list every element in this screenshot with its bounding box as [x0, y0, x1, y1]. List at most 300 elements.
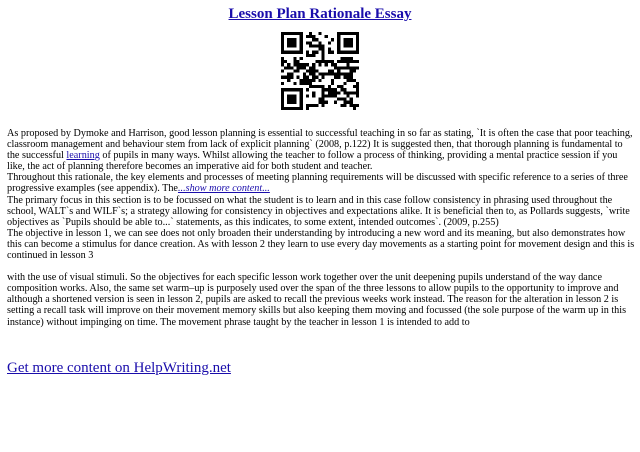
- qr-module: [315, 104, 318, 107]
- qr-module: [290, 66, 293, 69]
- qr-module: [306, 107, 309, 110]
- qr-module: [343, 32, 346, 35]
- qr-module: [300, 51, 303, 54]
- qr-module: [337, 41, 340, 44]
- qr-module: [343, 60, 346, 63]
- qr-module: [343, 98, 346, 101]
- qr-module: [281, 48, 284, 51]
- qr-module: [281, 38, 284, 41]
- qr-module: [315, 60, 318, 63]
- qr-module: [337, 32, 340, 35]
- qr-module: [300, 32, 303, 35]
- qr-module: [325, 101, 328, 104]
- qr-module: [343, 51, 346, 54]
- paragraph-visual-stimuli: with the use of visual stimuli. So the objectives for each specific lesson work together over the unit deepening pupils understand of the way dance composition works. Also, the same set warm–up is purposely used over the span of the three lessons to allow pupils to the opportunity to improve and although a shortened version is seen in lesson 2, pupils are asked to recall the previous weeks work instead. The reason for the alteration in lesson 2 is setting a recall task will improve on their movement memory skills but also keeping them moving and focussed (the sole purpose of the warm up in this instance) without impinging on time. The movement phrase taught by the teacher in lesson 1 is intended to add to: [7, 272, 627, 328]
- qr-module: [340, 85, 343, 88]
- qr-module: [343, 57, 346, 60]
- qr-module: [322, 101, 325, 104]
- qr-module: [309, 104, 312, 107]
- qr-module: [331, 73, 334, 76]
- qr-module: [287, 76, 290, 79]
- qr-module: [281, 98, 284, 101]
- qr-module: [334, 73, 337, 76]
- qr-module: [337, 51, 340, 54]
- qr-module: [306, 41, 309, 44]
- qr-module: [281, 60, 284, 63]
- qr-module: [297, 32, 300, 35]
- qr-module: [281, 63, 284, 66]
- qr-module: [284, 88, 287, 91]
- qr-module: [293, 82, 296, 85]
- paragraph-rationale-text: Throughout this rationale, the key elements and processes of meeting planning requirements will be discussed with specific reference to a series of three progressive examples (see appendix). The: [7, 172, 628, 195]
- qr-module: [334, 91, 337, 94]
- qr-module: [347, 94, 350, 97]
- qr-module: [287, 63, 290, 66]
- qr-module: [350, 98, 353, 101]
- qr-module: [312, 44, 315, 47]
- qr-module: [325, 60, 328, 63]
- qr-module: [347, 32, 350, 35]
- qr-module: [309, 54, 312, 57]
- qr-module: [284, 107, 287, 110]
- qr-module: [347, 63, 350, 66]
- qr-module: [340, 66, 343, 69]
- qr-module: [337, 85, 340, 88]
- qr-module: [309, 85, 312, 88]
- qr-module: [293, 98, 296, 101]
- qr-module: [347, 73, 350, 76]
- qr-module: [347, 101, 350, 104]
- qr-module: [350, 69, 353, 72]
- qr-module: [297, 107, 300, 110]
- qr-module: [318, 63, 321, 66]
- qr-module: [328, 85, 331, 88]
- qr-module: [293, 101, 296, 104]
- qr-module: [340, 51, 343, 54]
- qr-module: [350, 76, 353, 79]
- qr-module: [334, 66, 337, 69]
- qr-module: [287, 38, 290, 41]
- qr-module: [303, 73, 306, 76]
- paragraph-rationale: [7, 172, 635, 194]
- qr-module: [300, 94, 303, 97]
- qr-module: [290, 94, 293, 97]
- qr-module: [318, 48, 321, 51]
- qr-module: [300, 66, 303, 69]
- qr-module: [328, 69, 331, 72]
- qr-module: [353, 32, 356, 35]
- qr-module: [281, 76, 284, 79]
- qr-module: [312, 91, 315, 94]
- qr-module: [300, 98, 303, 101]
- qr-module: [297, 76, 300, 79]
- document-title: [0, 6, 640, 23]
- qr-module: [353, 91, 356, 94]
- essay-body: [7, 128, 635, 328]
- qr-module: [297, 69, 300, 72]
- qr-module: [322, 60, 325, 63]
- qr-module: [290, 76, 293, 79]
- qr-module: [287, 66, 290, 69]
- qr-module: [290, 73, 293, 76]
- qr-module: [350, 38, 353, 41]
- qr-module: [356, 32, 359, 35]
- qr-module: [322, 48, 325, 51]
- qr-module: [353, 66, 356, 69]
- qr-module: [356, 60, 359, 63]
- qr-module: [350, 44, 353, 47]
- qr-module: [331, 88, 334, 91]
- qr-module: [306, 82, 309, 85]
- qr-module: [312, 35, 315, 38]
- qr-module: [306, 104, 309, 107]
- qr-module: [350, 51, 353, 54]
- qr-module: [356, 91, 359, 94]
- qr-module: [337, 73, 340, 76]
- qr-module: [281, 35, 284, 38]
- qr-module: [325, 35, 328, 38]
- qr-module: [300, 88, 303, 91]
- qr-module: [284, 60, 287, 63]
- qr-module: [309, 44, 312, 47]
- qr-module: [328, 94, 331, 97]
- qr-module: [350, 60, 353, 63]
- qr-module: [322, 94, 325, 97]
- paragraph-intro: [7, 128, 635, 172]
- qr-module: [281, 88, 284, 91]
- qr-module: [356, 85, 359, 88]
- qr-module: [318, 60, 321, 63]
- qr-module: [356, 44, 359, 47]
- qr-module: [328, 60, 331, 63]
- qr-module: [325, 88, 328, 91]
- qr-module: [353, 51, 356, 54]
- qr-module: [297, 66, 300, 69]
- qr-module: [300, 38, 303, 41]
- qr-module: [318, 41, 321, 44]
- paragraph-intro-text: As proposed by Dymoke and Harrison, good lesson planning is essential to successful teaching in so far as stating, `It is often the case that poor teaching, classroom management and behaviour stem from lack of explicit planning` (2008, p.122) It is suggested then, that thorough planning is fundamental to the successful: [7, 128, 633, 162]
- qr-module: [353, 85, 356, 88]
- qr-module: [300, 57, 303, 60]
- qr-module: [322, 98, 325, 101]
- qr-module: [293, 38, 296, 41]
- qr-module: [322, 54, 325, 57]
- qr-module: [347, 79, 350, 82]
- qr-module: [293, 69, 296, 72]
- qr-module: [331, 94, 334, 97]
- qr-module: [322, 44, 325, 47]
- qr-module: [331, 82, 334, 85]
- qr-module: [306, 94, 309, 97]
- qr-module: [328, 41, 331, 44]
- qr-module: [281, 69, 284, 72]
- qr-module: [309, 73, 312, 76]
- qr-module: [350, 73, 353, 76]
- qr-module: [331, 51, 334, 54]
- qr-module: [293, 60, 296, 63]
- qr-module: [287, 98, 290, 101]
- qr-module: [309, 66, 312, 69]
- qr-module: [312, 94, 315, 97]
- qr-module: [328, 73, 331, 76]
- qr-module: [331, 79, 334, 82]
- qr-module: [312, 76, 315, 79]
- qr-module: [350, 104, 353, 107]
- qr-module: [322, 73, 325, 76]
- qr-module: [331, 38, 334, 41]
- qr-module: [347, 51, 350, 54]
- qr-module: [318, 79, 321, 82]
- qr-module: [284, 51, 287, 54]
- qr-module: [343, 101, 346, 104]
- qr-module: [343, 73, 346, 76]
- qr-module: [318, 101, 321, 104]
- qr-module: [284, 32, 287, 35]
- qr-module: [356, 66, 359, 69]
- qr-module: [343, 88, 346, 91]
- qr-module: [300, 91, 303, 94]
- qr-module: [303, 79, 306, 82]
- qr-module: [287, 44, 290, 47]
- qr-module: [340, 104, 343, 107]
- qr-module: [290, 41, 293, 44]
- qr-module: [287, 73, 290, 76]
- qr-module: [334, 76, 337, 79]
- qr-module: [337, 66, 340, 69]
- qr-module: [306, 63, 309, 66]
- qr-module: [315, 51, 318, 54]
- qr-module: [325, 94, 328, 97]
- qr-module: [309, 69, 312, 72]
- qr-module: [337, 38, 340, 41]
- qr-module: [300, 48, 303, 51]
- qr-module: [297, 63, 300, 66]
- qr-module: [356, 41, 359, 44]
- qr-module: [293, 51, 296, 54]
- qr-module: [350, 41, 353, 44]
- qr-module: [347, 76, 350, 79]
- qr-module: [293, 63, 296, 66]
- qr-module: [318, 98, 321, 101]
- qr-module: [281, 104, 284, 107]
- qr-module: [306, 69, 309, 72]
- qr-module: [300, 101, 303, 104]
- qr-module: [287, 107, 290, 110]
- qr-module: [347, 44, 350, 47]
- qr-module: [353, 104, 356, 107]
- qr-module: [312, 54, 315, 57]
- qr-module: [312, 38, 315, 41]
- qr-module: [337, 76, 340, 79]
- qr-module: [315, 44, 318, 47]
- qr-module: [312, 104, 315, 107]
- qr-module: [312, 63, 315, 66]
- qr-module: [297, 51, 300, 54]
- qr-module: [318, 32, 321, 35]
- paragraph-primary-focus: The primary focus in this section is to be focussed on what the student is to learn and in this case follow consistency in phrasing used throughout the school, WALT`s and WILF`s; a strategy allowing for consistency in objectives and expectations alike. It is beneficial then to, as Pollards suggests, `write objectives as `Pupils should be able to...` statements, as this indicates, to some extent, intended outcomes`. (2009, p.255): [7, 194, 630, 228]
- qr-module: [343, 91, 346, 94]
- qr-module: [356, 82, 359, 85]
- qr-module: [315, 85, 318, 88]
- qr-module: [312, 66, 315, 69]
- qr-code-icon: [281, 32, 359, 110]
- paragraph-gap: [7, 261, 635, 272]
- qr-module: [337, 48, 340, 51]
- qr-module: [293, 32, 296, 35]
- qr-module: [303, 66, 306, 69]
- qr-module: [340, 57, 343, 60]
- qr-module: [293, 88, 296, 91]
- qr-module: [343, 66, 346, 69]
- qr-module: [322, 88, 325, 91]
- qr-module: [293, 94, 296, 97]
- qr-module: [356, 104, 359, 107]
- title-link[interactable]: Lesson Plan Rationale Essay: [228, 6, 412, 22]
- qr-module: [340, 32, 343, 35]
- qr-module: [343, 76, 346, 79]
- qr-module: [353, 69, 356, 72]
- qr-module: [322, 57, 325, 60]
- qr-module: [312, 85, 315, 88]
- qr-module: [337, 91, 340, 94]
- qr-module: [303, 76, 306, 79]
- qr-module: [337, 35, 340, 38]
- qr-module: [322, 104, 325, 107]
- qr-module: [287, 101, 290, 104]
- qr-module: [287, 51, 290, 54]
- qr-module: [315, 76, 318, 79]
- qr-module: [281, 44, 284, 47]
- qr-module: [293, 107, 296, 110]
- qr-module: [293, 44, 296, 47]
- qr-module: [331, 60, 334, 63]
- qr-module: [290, 88, 293, 91]
- qr-module: [297, 88, 300, 91]
- qr-module: [331, 63, 334, 66]
- qr-module: [343, 41, 346, 44]
- paragraph-intro-text-end: of pupils in many ways. Whilst allowing the teacher to follow a process of thinking, providing a mental practice session if you like, the act of planning therefore becomes an imperative aid for both student and teacher.: [7, 150, 618, 173]
- qr-module: [300, 63, 303, 66]
- qr-module: [350, 91, 353, 94]
- qr-module: [328, 48, 331, 51]
- qr-module: [287, 41, 290, 44]
- qr-module: [284, 66, 287, 69]
- qr-module: [293, 41, 296, 44]
- qr-module: [356, 51, 359, 54]
- qr-module: [340, 98, 343, 101]
- qr-module: [290, 98, 293, 101]
- qr-module: [281, 107, 284, 110]
- qr-module: [300, 35, 303, 38]
- qr-module: [334, 88, 337, 91]
- qr-module: [353, 79, 356, 82]
- qr-module: [337, 69, 340, 72]
- qr-module: [281, 101, 284, 104]
- qr-module: [343, 82, 346, 85]
- qr-module: [340, 73, 343, 76]
- qr-module: [309, 79, 312, 82]
- qr-module: [290, 107, 293, 110]
- qr-module: [350, 57, 353, 60]
- qr-module: [322, 85, 325, 88]
- qr-module: [309, 41, 312, 44]
- qr-module: [306, 35, 309, 38]
- qr-module: [309, 32, 312, 35]
- qr-module: [343, 44, 346, 47]
- qr-module: [340, 60, 343, 63]
- helpwriting-link[interactable]: Get more content on HelpWriting.net: [7, 360, 231, 376]
- qr-module: [334, 94, 337, 97]
- qr-module: [293, 57, 296, 60]
- qr-module: [328, 91, 331, 94]
- qr-module: [331, 91, 334, 94]
- qr-module: [312, 69, 315, 72]
- qr-module: [312, 73, 315, 76]
- qr-module: [284, 76, 287, 79]
- qr-module: [347, 66, 350, 69]
- qr-module: [318, 73, 321, 76]
- qr-module: [306, 76, 309, 79]
- qr-module: [318, 85, 321, 88]
- qr-module: [281, 51, 284, 54]
- show-more-link[interactable]: ...show more content...: [177, 183, 270, 195]
- qr-module: [281, 94, 284, 97]
- qr-module: [337, 60, 340, 63]
- qr-module: [328, 51, 331, 54]
- qr-module: [281, 82, 284, 85]
- qr-module: [322, 91, 325, 94]
- qr-module: [312, 79, 315, 82]
- qr-module: [337, 44, 340, 47]
- qr-module: [356, 38, 359, 41]
- qr-module: [287, 79, 290, 82]
- qr-module: [300, 104, 303, 107]
- qr-module: [334, 101, 337, 104]
- qr-module: [281, 91, 284, 94]
- qr-module: [306, 79, 309, 82]
- paragraph-objective: The objective in lesson 1, we can see does not only broaden their understanding by introducing a new word and its meaning, but also demonstrates how this can become a stimulus for dance creation. As with lesson 2 they learn to use every day movements as a starting point for movement design and this is continued in lesson 3: [7, 227, 635, 262]
- qr-module: [300, 79, 303, 82]
- qr-module: [356, 94, 359, 97]
- qr-module: [347, 57, 350, 60]
- qr-module: [287, 32, 290, 35]
- qr-module: [343, 38, 346, 41]
- qr-module: [334, 63, 337, 66]
- qr-module: [353, 107, 356, 110]
- qr-module: [328, 88, 331, 91]
- qr-module: [353, 60, 356, 63]
- qr-module: [297, 60, 300, 63]
- qr-module: [322, 76, 325, 79]
- qr-module: [290, 101, 293, 104]
- qr-module: [331, 69, 334, 72]
- qr-module: [300, 82, 303, 85]
- qr-module: [290, 44, 293, 47]
- qr-module: [347, 41, 350, 44]
- learning-link[interactable]: learning: [66, 150, 100, 162]
- qr-module: [356, 35, 359, 38]
- qr-module: [290, 38, 293, 41]
- qr-module: [356, 48, 359, 51]
- qr-module: [312, 51, 315, 54]
- qr-module: [303, 82, 306, 85]
- qr-module: [356, 88, 359, 91]
- qr-module: [322, 51, 325, 54]
- qr-module: [300, 107, 303, 110]
- qr-module: [300, 41, 303, 44]
- qr-module: [306, 51, 309, 54]
- qr-module: [347, 38, 350, 41]
